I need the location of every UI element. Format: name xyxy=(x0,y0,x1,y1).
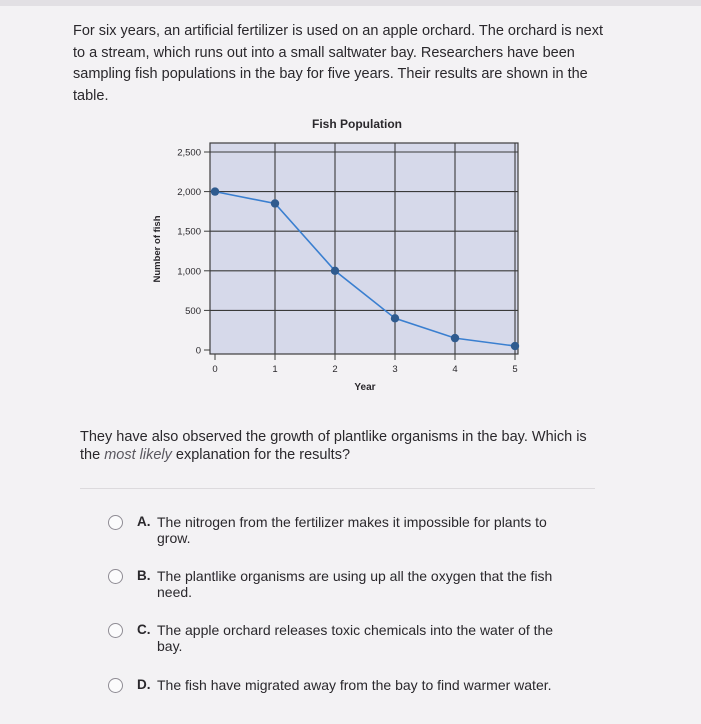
option-text-b: The plantlike organisms are using up all the oxygen that the fish need. xyxy=(157,568,553,600)
answer-option-d[interactable] xyxy=(108,677,588,693)
data-point xyxy=(211,187,219,195)
option-text-c: The apple orchard releases toxic chemicals into the water of the bay. xyxy=(157,622,554,654)
y-ticks xyxy=(177,148,210,357)
option-letter-c: C. xyxy=(137,622,151,637)
y-tick-label: 2,500 xyxy=(177,147,201,159)
divider xyxy=(80,488,595,489)
intro-text: For six years, an artificial fertilizer is used on an apple orchard. The orchard is next to a stream, which runs out into a small saltwater bay. Researchers have been sampling fish populations in the bay for five years. Their results are shown in the table. xyxy=(73,23,604,104)
radio-button-a[interactable] xyxy=(108,515,123,530)
chart-svg xyxy=(140,112,540,402)
x-tick-label: 4 xyxy=(452,364,458,375)
x-tick-label: 1 xyxy=(272,364,278,375)
option-letter-d: D. xyxy=(137,677,151,692)
data-point xyxy=(391,314,399,322)
question-text xyxy=(80,428,610,464)
option-text-d: The fish have migrated away from the bay to find warmer water. xyxy=(157,677,552,693)
y-axis-label: Number of fish xyxy=(152,215,163,283)
answer-option-c[interactable] xyxy=(108,622,588,654)
question-emphasis: most likely xyxy=(104,447,172,463)
y-tick-label: 0 xyxy=(195,345,201,357)
radio-button-d[interactable] xyxy=(108,678,123,693)
radio-button-c[interactable] xyxy=(108,623,123,638)
radio-button-b[interactable] xyxy=(108,569,123,584)
answer-option-a[interactable] xyxy=(108,514,588,546)
data-point xyxy=(331,267,339,275)
data-point xyxy=(451,334,459,342)
x-axis-label: Year xyxy=(354,382,376,393)
option-letter-b: B. xyxy=(137,568,151,583)
question-part-2: explanation for the results? xyxy=(171,447,351,463)
y-tick-label: 500 xyxy=(185,305,201,317)
top-edge xyxy=(0,0,701,6)
question-part-1: They have also observed the growth of plantlike organisms in the bay. Which is the xyxy=(80,429,587,463)
x-tick-label: 2 xyxy=(332,364,338,375)
answer-option-b[interactable] xyxy=(108,568,588,600)
x-tick-label: 3 xyxy=(392,364,398,375)
data-point xyxy=(271,199,279,207)
y-tick-label: 1,000 xyxy=(177,266,201,278)
x-tick-label: 5 xyxy=(512,364,518,375)
x-tick-label: 0 xyxy=(212,364,218,375)
chart-title: Fish Population xyxy=(312,117,402,131)
plot-area xyxy=(210,143,518,354)
x-ticks xyxy=(212,354,517,375)
data-point xyxy=(511,342,519,350)
y-tick-label: 2,000 xyxy=(177,187,201,199)
fish-population-chart xyxy=(140,112,540,402)
option-text-a: The nitrogen from the fertilizer makes it impossible for plants to grow. xyxy=(157,514,547,546)
y-tick-label: 1,500 xyxy=(177,226,201,238)
option-letter-a: A. xyxy=(137,514,151,529)
